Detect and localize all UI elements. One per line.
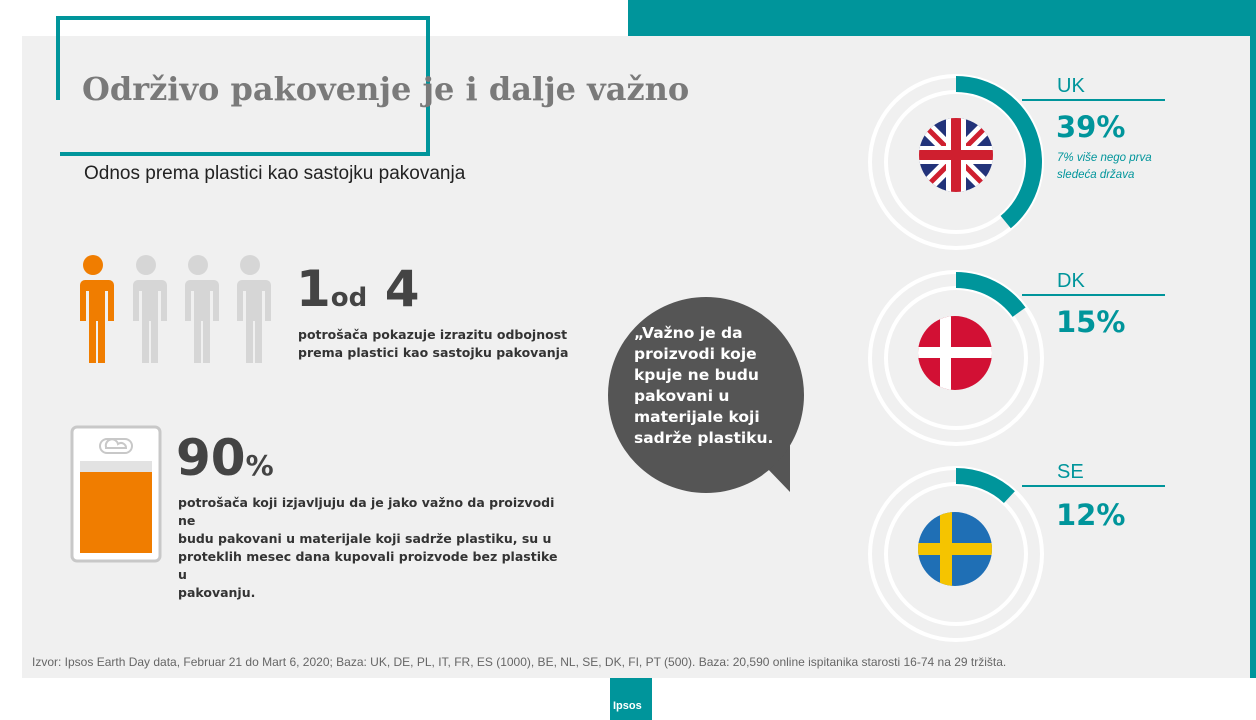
page-subtitle: Odnos prema plastici kao sastojku pakovanja: [84, 163, 466, 184]
stat2-value: 90%: [176, 429, 274, 487]
uk-flag-icon: [916, 117, 996, 197]
person-icon: [71, 254, 115, 364]
country-label-se: SE: [1057, 461, 1084, 483]
right-edge-band: [1250, 0, 1256, 678]
package-icon: [70, 425, 162, 563]
stat2-description: potrošača koji izjavljuju da je jako važno da proizvodi ne budu pakovani u materijale koji sadrže plastiku, su u proteklih mesec dana kupovali proizvode bez plastike u pakovanju.: [178, 495, 558, 600]
country-label-uk: UK: [1057, 75, 1085, 97]
se-ring: [866, 464, 1046, 644]
person-icon: [124, 254, 168, 364]
person-icon: [228, 254, 272, 364]
uk-ring: [866, 72, 1046, 252]
country-label-dk: DK: [1057, 270, 1085, 292]
page-title: Održivo pakovenje je i dalje važno: [82, 70, 690, 108]
stat1-description: potrošača pokazuje izrazitu odbojnost prema plastici kao sastojku pakovanja: [298, 327, 569, 360]
ipsos-logo: [610, 678, 652, 720]
divider-uk: [1022, 99, 1165, 101]
stat1-value: 1od 4: [296, 260, 420, 318]
sweden-flag-icon: [916, 509, 996, 589]
divider-se: [1022, 485, 1165, 487]
quote-text: „Važno je da proizvodi koje kpuje ne budu pakovani u materijale koji sadrže plastiku.: [634, 324, 774, 447]
percent-dk: 15%: [1056, 305, 1126, 339]
divider-dk: [1022, 294, 1165, 296]
uk-note: 7% više nego prva sledeća država: [1057, 152, 1152, 181]
person-icon: [176, 254, 220, 364]
ipsos-logo-text: Ipsos: [613, 700, 642, 712]
percent-se: 12%: [1056, 498, 1126, 532]
dk-ring: [866, 268, 1046, 448]
denmark-flag-icon: [916, 313, 996, 393]
source-footnote: Izvor: Ipsos Earth Day data, Februar 21 do Mart 6, 2020; Baza: UK, DE, PL, IT, FR, ES (1000), BE, NL, SE, DK, FI, PT (500). Baza: 20,590 online ispitanika starosti 16-74 na 29 tržišta.: [32, 655, 1007, 669]
percent-uk: 39%: [1056, 110, 1126, 144]
